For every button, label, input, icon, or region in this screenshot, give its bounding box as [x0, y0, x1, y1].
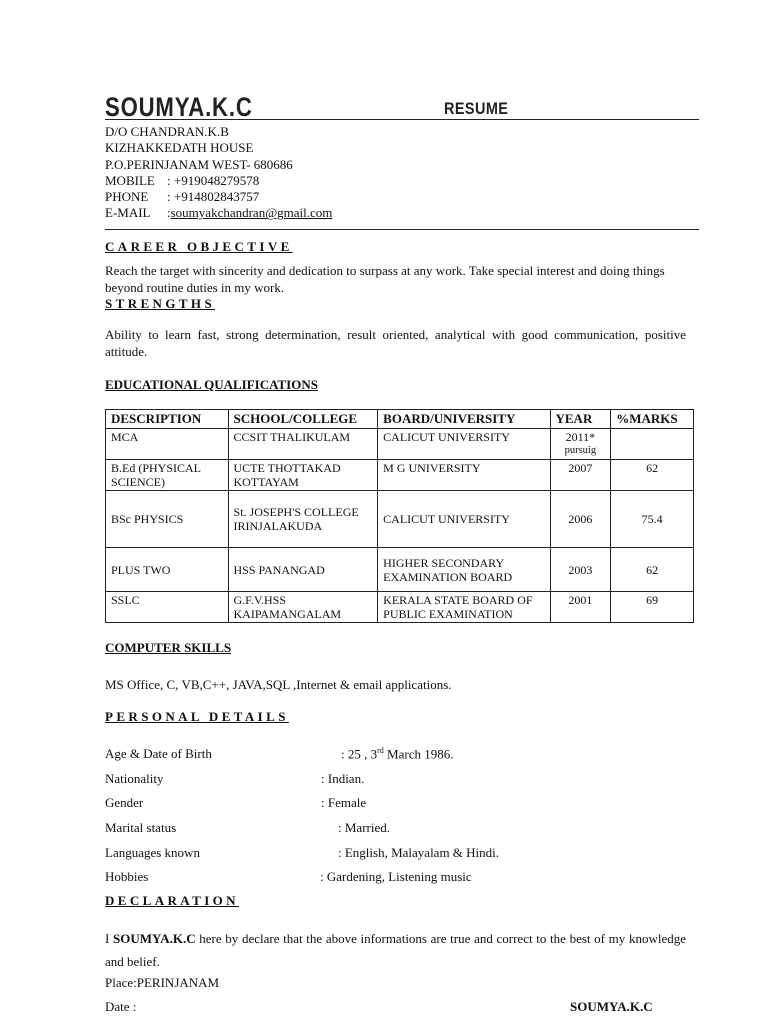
cell-school: UCTE THOTTAKAD KOTTAYAM	[228, 460, 378, 491]
mobile-label: MOBILE	[105, 172, 155, 188]
cell-school: HSS PANANGAD	[228, 548, 378, 592]
strengths-heading: STRENGTHS	[105, 296, 216, 311]
email-separator: :	[167, 205, 171, 221]
education-table	[105, 409, 694, 623]
age-label: Age & Date of Birth	[105, 746, 212, 761]
cell-board: M G UNIVERSITY	[378, 460, 550, 491]
marital-value: : Married.	[338, 820, 390, 835]
place-line: Place:PERINJANAM	[105, 975, 220, 990]
cell-board: CALICUT UNIVERSITY	[378, 429, 550, 460]
age-suffix: March 1986.	[383, 746, 454, 762]
declaration-body: here by declare that the above informations are true and correct to the best of my knowledge and belief.	[105, 931, 686, 969]
gender-value: : Female	[321, 795, 367, 810]
age-ordinal: rd	[377, 746, 384, 755]
cell-school: CCSIT THALIKULAM	[228, 429, 378, 460]
table-row	[106, 429, 694, 460]
declaration-text	[105, 927, 686, 973]
date-line: Date :	[105, 999, 137, 1014]
cell-year	[550, 429, 611, 460]
age-value	[341, 746, 453, 762]
cell-board: CALICUT UNIVERSITY	[378, 491, 550, 548]
nationality-label: Nationality	[105, 771, 164, 786]
cell-year: 2001	[550, 592, 611, 623]
hobbies-label: Hobbies	[105, 869, 149, 884]
cell-marks: 69	[611, 592, 694, 623]
signature-name: SOUMYA.K.C	[570, 999, 653, 1014]
cell-description: B.Ed (PHYSICAL SCIENCE)	[106, 460, 229, 491]
career-objective-heading: CAREER OBJECTIVE	[105, 239, 293, 254]
declaration-prefix: I	[105, 931, 113, 946]
cell-year: 2007	[550, 460, 611, 491]
personal-details-heading: PERSONAL DETAILS	[105, 709, 289, 724]
cell-board: KERALA STATE BOARD OF PUBLIC EXAMINATION	[378, 592, 550, 623]
contact-block	[105, 124, 332, 222]
mobile-value: : +919048279578	[167, 172, 260, 188]
resume-label: RESUME	[444, 99, 509, 118]
table-row	[106, 592, 694, 623]
applicant-name: SOUMYA.K.C	[105, 92, 253, 122]
email-label: E-MAIL	[105, 205, 151, 221]
cell-description: PLUS TWO	[106, 548, 229, 592]
computer-skills-heading: COMPUTER SKILLS	[105, 640, 232, 655]
career-objective-text: Reach the target with sincerity and dedication to surpass at any work. Take special interest and doing things beyond routine duties in my work.	[105, 263, 665, 295]
contact-rule	[105, 229, 699, 230]
table-row	[106, 548, 694, 592]
cell-marks: 62	[611, 460, 694, 491]
contact-line: P.O.PERINJANAM WEST- 680686	[105, 156, 293, 172]
cell-board: HIGHER SECONDARY EXAMINATION BOARD	[378, 548, 550, 592]
year-note: pursuig	[564, 445, 597, 456]
cell-marks: 62	[611, 548, 694, 592]
column-header: %MARKS	[611, 410, 694, 429]
education-heading: EDUCATIONAL QUALIFICATIONS	[105, 377, 318, 392]
cell-description: MCA	[106, 429, 229, 460]
email-link[interactable]: soumyakchandran@gmail.com	[170, 205, 333, 221]
contact-line: KIZHAKKEDATH HOUSE	[105, 140, 254, 156]
phone-label: PHONE	[105, 189, 149, 205]
hobbies-value: : Gardening, Listening music	[320, 869, 472, 884]
declaration-name: SOUMYA.K.C	[113, 931, 196, 946]
cell-description: BSc PHYSICS	[106, 491, 229, 548]
table-header-row	[106, 410, 694, 429]
cell-school: G.F.V.HSS KAIPAMANGALAM	[228, 592, 378, 623]
marital-label: Marital status	[105, 820, 177, 835]
phone-value: : +914802843757	[167, 189, 260, 205]
nationality-value: : Indian.	[321, 771, 365, 786]
cell-year: 2006	[550, 491, 611, 548]
computer-skills-text: MS Office, C, VB,C++, JAVA,SQL ,Internet & email applications.	[105, 677, 452, 692]
cell-marks	[611, 429, 694, 460]
phone-row	[105, 189, 332, 205]
column-header: DESCRIPTION	[106, 410, 229, 429]
cell-description: SSLC	[106, 592, 229, 623]
age-prefix: : 25 , 3	[341, 746, 378, 762]
header-rule	[105, 119, 699, 120]
strengths-text: Ability to learn fast, strong determination, result oriented, analytical with good communication, positive attitude.	[105, 327, 686, 359]
cell-marks: 75.4	[611, 491, 694, 548]
column-header: YEAR	[550, 410, 611, 429]
table-row	[106, 491, 694, 548]
column-header: SCHOOL/COLLEGE	[228, 410, 378, 429]
table-row	[106, 460, 694, 491]
cell-year: 2003	[550, 548, 611, 592]
languages-value: : English, Malayalam & Hindi.	[338, 845, 500, 860]
column-header: BOARD/UNIVERSITY	[378, 410, 550, 429]
languages-label: Languages known	[105, 845, 200, 860]
declaration-heading: DECLARATION	[105, 893, 239, 908]
gender-label: Gender	[105, 795, 144, 810]
contact-line: D/O CHANDRAN.K.B	[105, 124, 229, 139]
email-row	[105, 205, 332, 221]
year-value: 2011*	[565, 430, 596, 444]
mobile-row	[105, 173, 332, 189]
cell-school: St. JOSEPH'S COLLEGE IRINJALAKUDA	[228, 491, 378, 548]
